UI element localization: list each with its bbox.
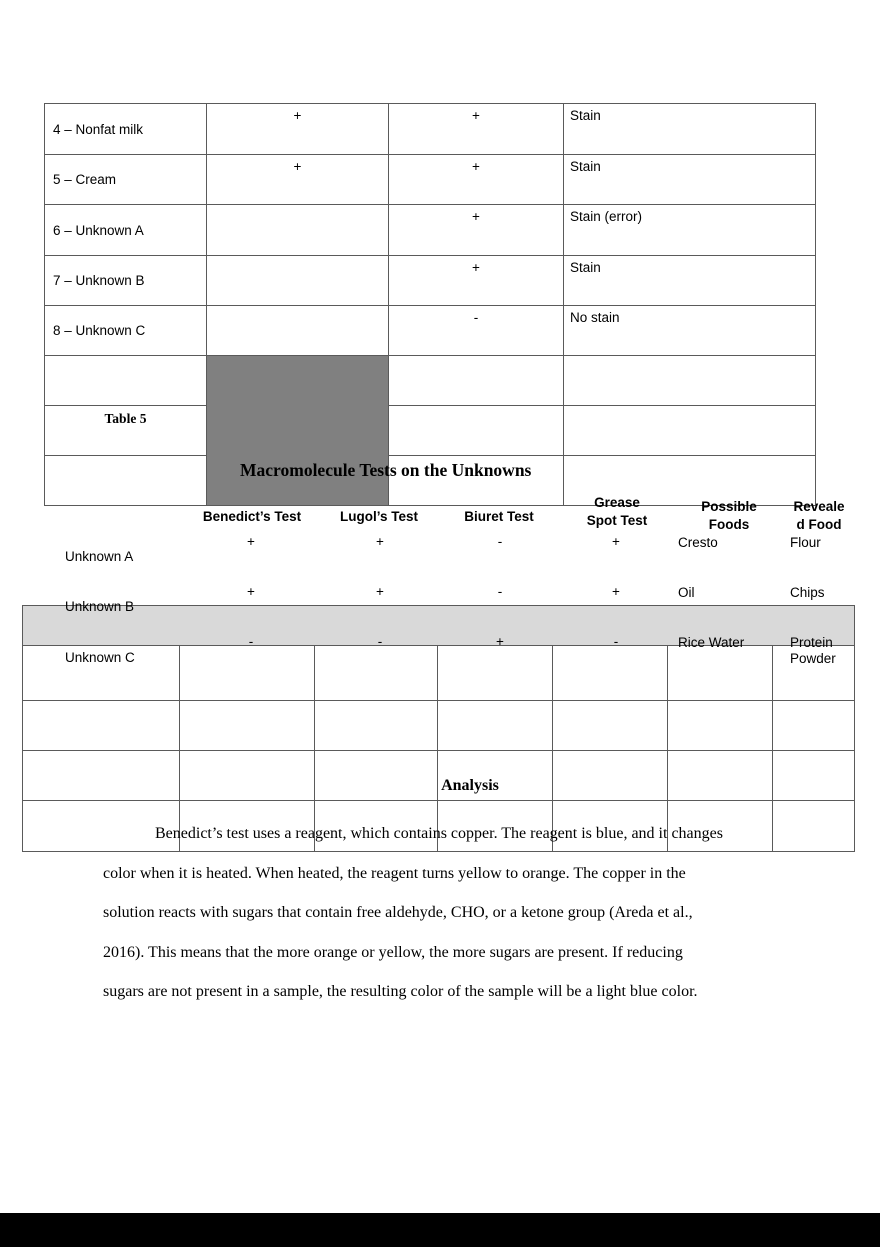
empty-cell [389,406,563,455]
cell-test-result [207,205,388,255]
cell-test-result: - [389,306,563,355]
cell-revealed-food: Chips [790,585,825,600]
empty-cell [773,751,854,800]
empty-cell [180,646,314,700]
cell-test-result: + [389,104,563,154]
empty-cell [180,751,314,800]
cell-grease-spot: - [613,634,619,649]
cell-stain-result: Stain [564,256,815,305]
empty-cell [564,406,815,455]
cell-grease-spot: + [612,534,620,549]
cell-possible-food: Rice Water [678,635,745,650]
cell-biuret: - [497,534,503,549]
column-header-lugol: Lugol’s Test [339,509,418,524]
column-header-benedict: Benedict’s Test [202,509,302,524]
empty-cell [45,356,206,405]
analysis-paragraph: Benedict’s test uses a reagent, which contains copper. The reagent is blue, and it changes color when it is heated. When heated, the reagent turns yellow to orange. The copper in the solution reacts with sugars that contain free aldehyde, CHO, or a ketone group (Areda et al., 2016). This means that the more orange or yellow, the more sugars are present. If reducing sugars are not present in a sample, the resulting color of the sample will be a light blue color. [103,825,723,1000]
empty-cell [668,646,772,700]
empty-cell [553,646,667,700]
cell-sample: 7 – Unknown B [45,256,206,305]
cell-lugol: - [377,634,383,649]
table-caption: Table 5 [45,406,206,455]
cell-sample: 6 – Unknown A [45,205,206,255]
empty-cell [389,356,563,405]
empty-cell [553,751,667,800]
cell-test-result: + [389,155,563,204]
cell-test-result [207,306,388,355]
cell-test-result: + [389,205,563,255]
empty-cell [438,701,552,750]
empty-cell [23,701,179,750]
empty-cell [45,456,206,505]
cell-possible-food: Oil [678,585,695,600]
cell-benedict: + [247,584,255,599]
cell-lugol: + [376,534,384,549]
empty-cell [23,751,179,800]
cell-grease-spot: + [612,584,620,599]
empty-cell [315,646,437,700]
cell-stain-result: Stain [564,104,815,154]
cell-lugol: + [376,584,384,599]
empty-cell [564,356,815,405]
table-title: Macromolecule Tests on the Unknowns [240,460,532,480]
page-footer-bar [0,1213,880,1247]
row-label-unknown-c: Unknown C [65,650,135,665]
results-table [44,103,816,506]
empty-cell [668,751,772,800]
cell-possible-food: Cresto [678,535,718,550]
empty-cell [553,701,667,750]
cell-benedict: - [248,634,254,649]
empty-cell [773,701,854,750]
row-label-unknown-a: Unknown A [65,549,134,564]
cell-biuret: - [497,584,503,599]
empty-cell [668,701,772,750]
cell-stain-result: No stain [564,306,815,355]
cell-sample: 8 – Unknown C [45,306,206,355]
cell-benedict: + [247,534,255,549]
column-header-revealed-food: Reveale d Food [793,499,845,532]
cell-test-result [207,256,388,305]
cell-stain-result: Stain (error) [564,205,815,255]
cell-biuret: + [496,634,504,649]
cell-revealed-food: Protein Powder [790,635,836,666]
cell-sample: 4 – Nonfat milk [45,104,206,154]
empty-cell [180,701,314,750]
empty-cell [315,701,437,750]
cell-test-result: + [389,256,563,305]
column-header-grease-spot: Grease Spot Test [586,495,648,528]
cell-stain-result: Stain [564,155,815,204]
shaded-cell [207,356,388,505]
column-header-biuret: Biuret Test [464,509,534,524]
cell-revealed-food: Flour [790,535,821,550]
column-header-possible-foods: Possible Foods [701,499,757,532]
cell-test-result: + [207,155,388,204]
analysis-heading: Analysis [441,777,499,794]
cell-sample: 5 – Cream [45,155,206,204]
empty-cell [438,646,552,700]
cell-test-result: + [207,104,388,154]
row-label-unknown-b: Unknown B [65,599,135,614]
